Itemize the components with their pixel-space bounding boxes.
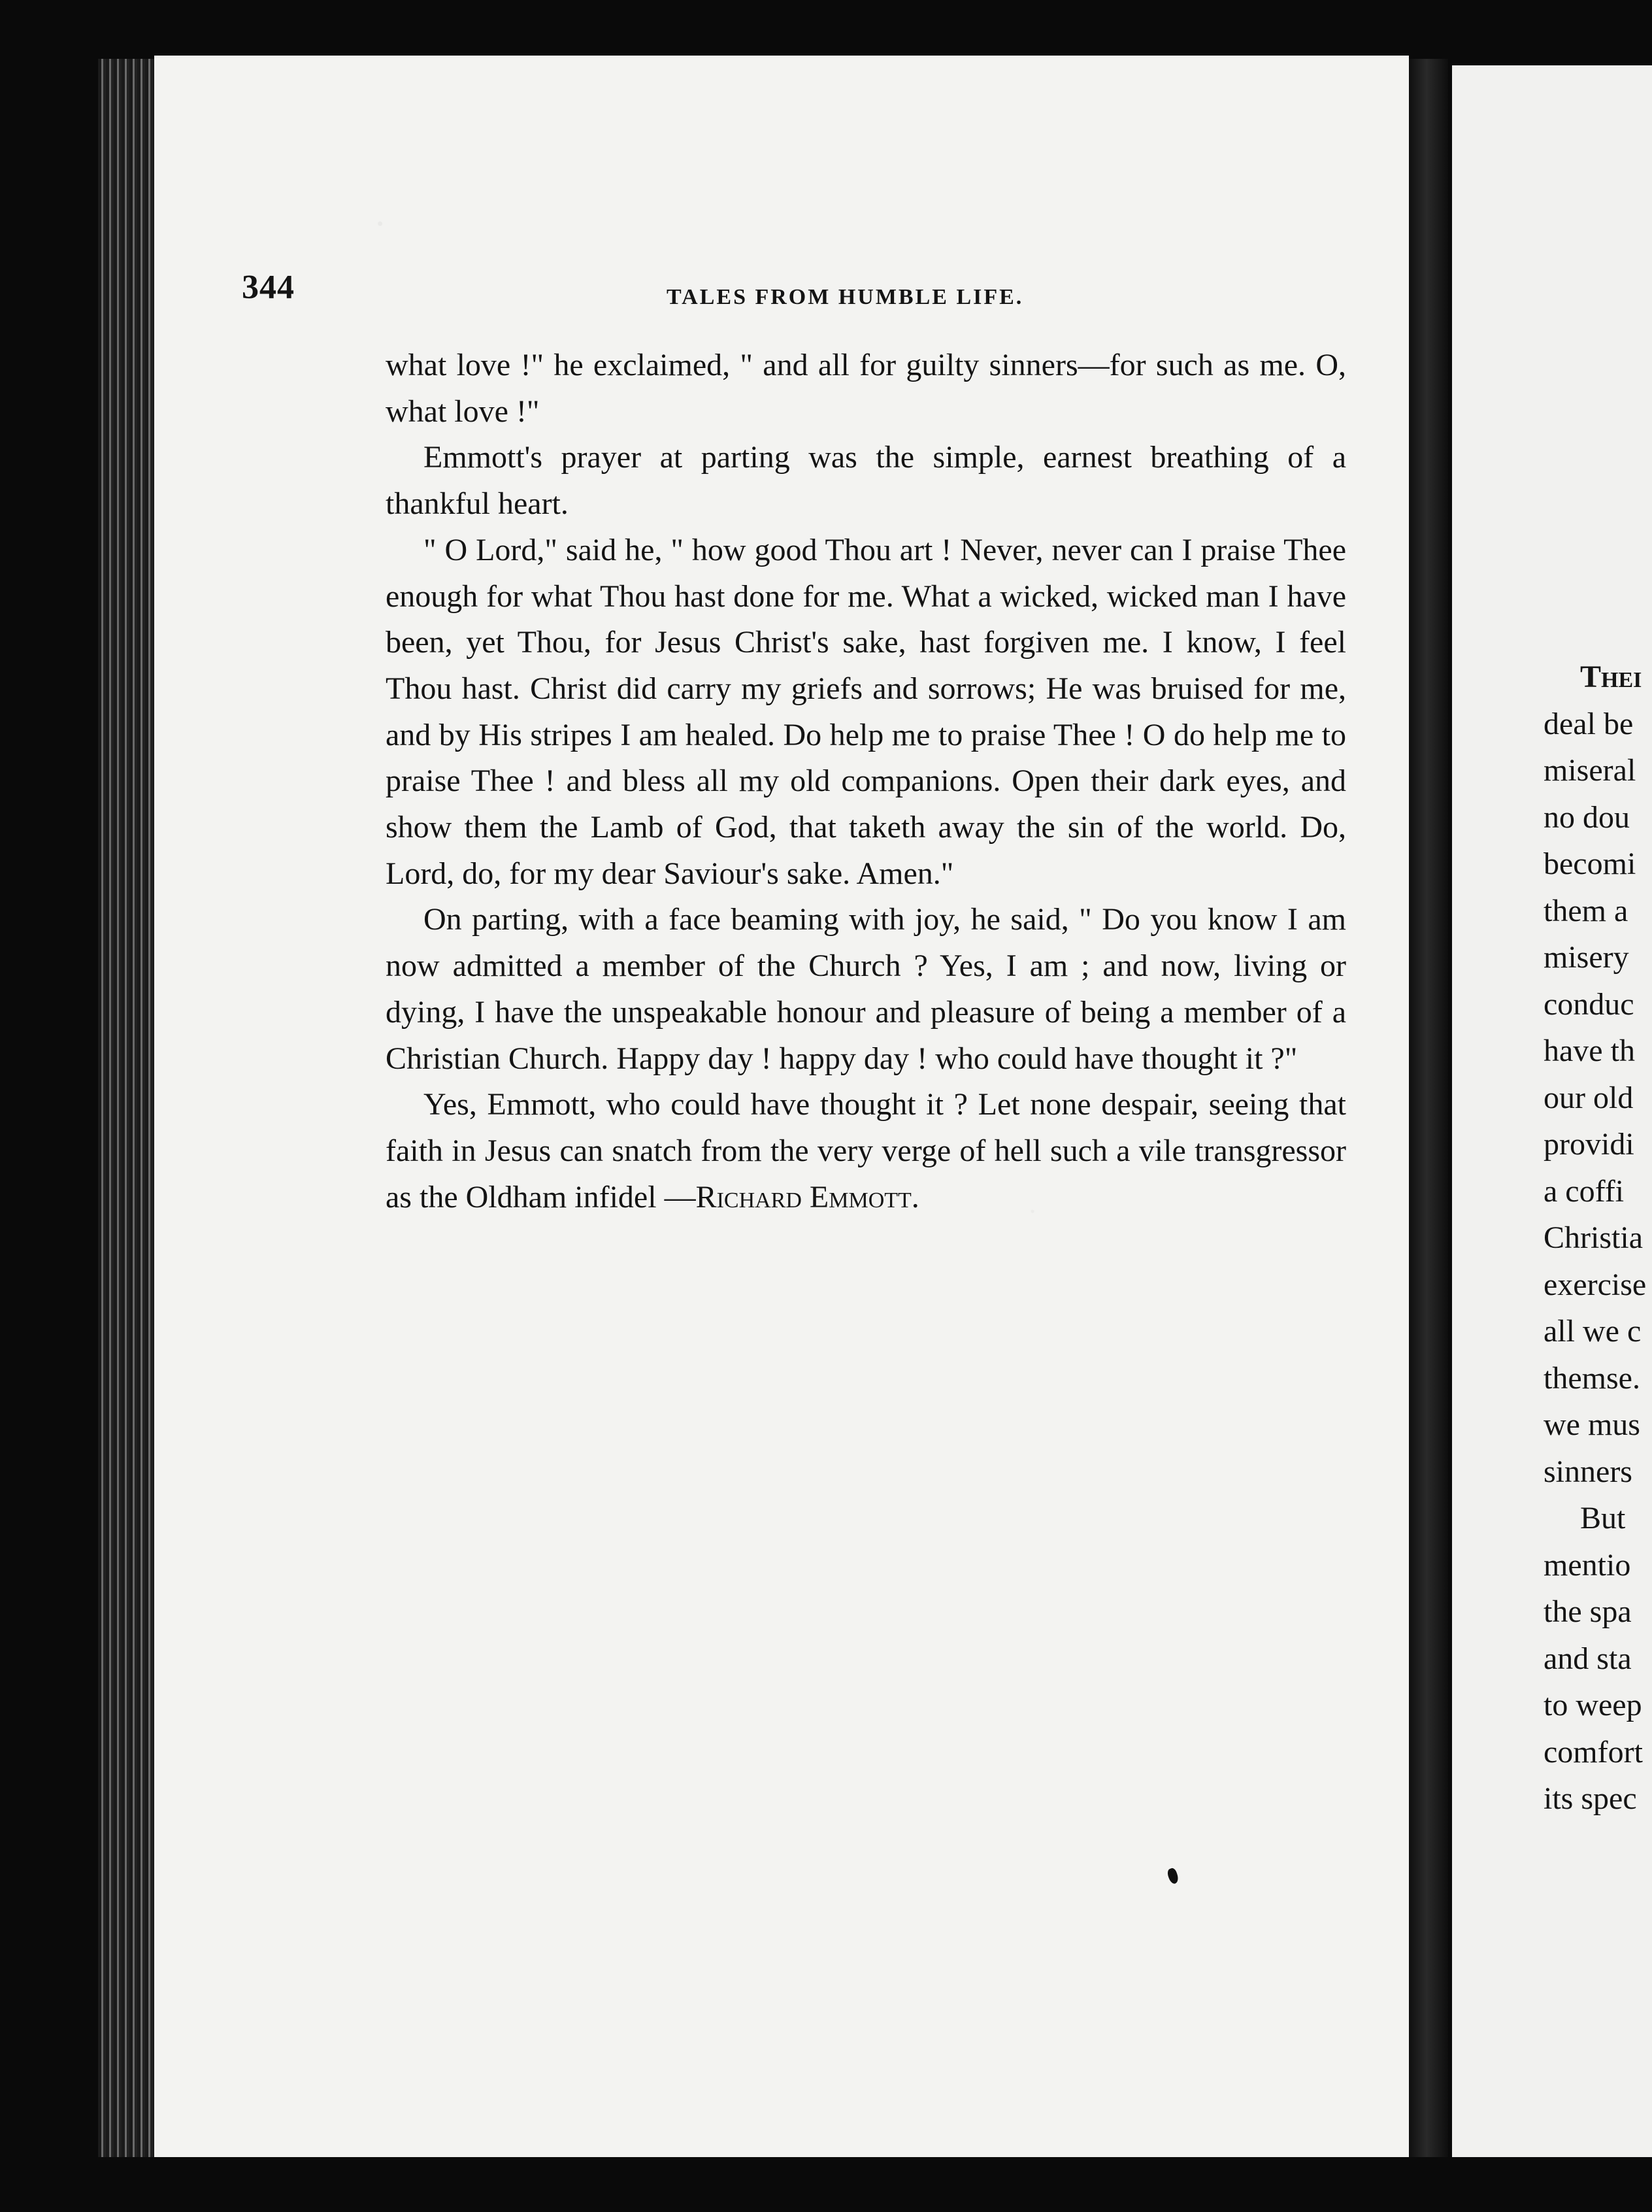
facing-page-line: have th — [1544, 1033, 1635, 1068]
facing-page-line: sinners — [1544, 1454, 1632, 1489]
facing-page-line: misery — [1544, 940, 1629, 975]
book-edge — [98, 59, 163, 2157]
paragraph-4: On parting, with a face beaming with joy, he said, " Do you know I am now admitted a member of the Church ? Yes, I am ; and now, living or dying, I have the unspeakable honour and pleasure of being a member of a Christian Church. Happy day ! happy day ! who could have thought it ?" — [386, 902, 1346, 1076]
facing-page-line: mentio — [1544, 1547, 1631, 1583]
facing-page-line: deal be — [1544, 706, 1634, 741]
paragraph-5-text: Yes, Emmott, who could have thought it ? Let none despair, seeing that faith in Jesus can snatch from the very verge of hell such a vile transgressor as the Oldham infidel — — [386, 1087, 1346, 1215]
facing-page-line: miseral — [1544, 753, 1636, 788]
facing-page-line: becomi — [1544, 846, 1636, 881]
facing-page-line: and sta — [1544, 1641, 1632, 1676]
facing-page-line: all we c — [1544, 1314, 1642, 1349]
facing-page-line: exercise — [1544, 1267, 1647, 1302]
paragraph-5 — [386, 1082, 1346, 1220]
author-name: Richard Emmott. — [695, 1179, 919, 1215]
page-fold — [1409, 59, 1448, 2157]
paragraph-3: " O Lord," said he, " how good Thou art ! Never, never can I praise Thee enough for what Thou hast done for me. What a wicked, wicked man I have been, yet Thou, for Jesus Christ's sake, hast forgiven me. I know, I feel Thou hast. Christ did carry my griefs and sorrows; He was bruised for me, and by His stripes I am healed. Do help me to praise Thee ! O do help me to praise Thee ! and bless all my old companions. Open their dark eyes, and show them the Lamb of God, that taketh away the sin of the world. Do, Lord, do, for my dear Saviour's sake. Amen." — [386, 532, 1346, 891]
facing-page-text — [1544, 654, 1652, 1822]
facing-page-line: Christia — [1544, 1220, 1643, 1255]
facing-page-line: conduc — [1544, 986, 1634, 1022]
facing-page-line: our old — [1544, 1080, 1634, 1115]
body-text — [386, 343, 1346, 1220]
facing-page-line: no dou — [1544, 799, 1630, 835]
facing-page-line: we mus — [1544, 1407, 1640, 1442]
facing-page-line: themse. — [1544, 1360, 1640, 1396]
facing-page-line: to weep — [1544, 1688, 1642, 1722]
facing-page-line: But — [1580, 1501, 1626, 1535]
facing-page-line: its spec — [1544, 1781, 1637, 1816]
facing-page-line: comfort — [1544, 1734, 1643, 1769]
running-title: TALES FROM HUMBLE LIFE. — [667, 285, 1024, 309]
facing-page-line: them a — [1544, 893, 1628, 928]
page-number: 344 — [242, 269, 295, 306]
paragraph-2: Emmott's prayer at parting was the simple, earnest breathing of a thankful heart. — [386, 440, 1346, 522]
facing-page-line: a coffi — [1544, 1173, 1625, 1209]
facing-page-line: providi — [1544, 1127, 1634, 1162]
paragraph-1: what love !" he exclaimed, " and all for guilty sinners—for such as me. O, what love !" — [386, 348, 1346, 429]
facing-page-line: Thei — [1580, 660, 1642, 694]
facing-page-line: the spa — [1544, 1594, 1632, 1629]
